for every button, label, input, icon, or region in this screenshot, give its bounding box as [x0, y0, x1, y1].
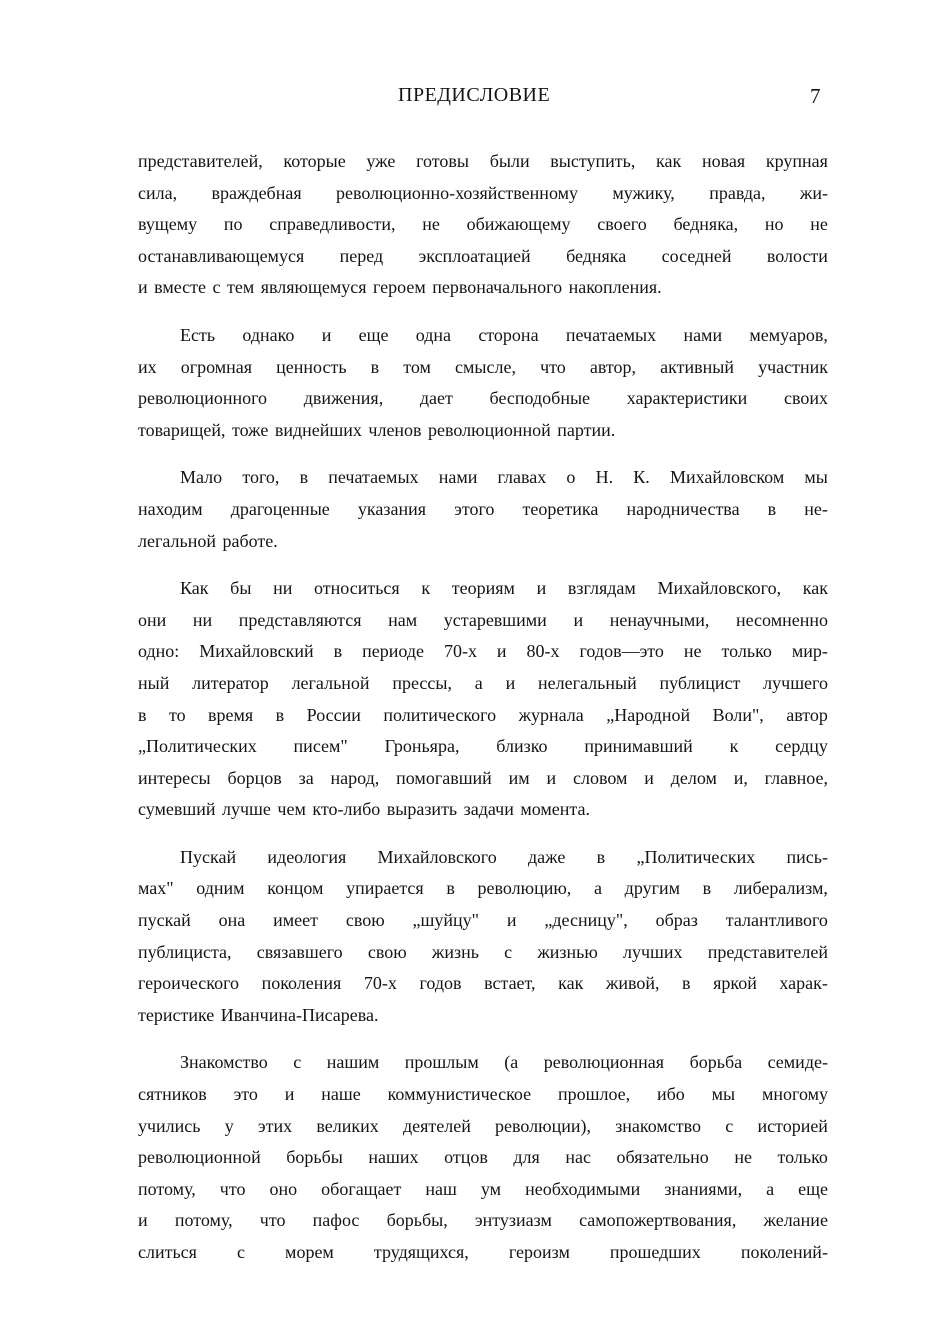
- page-number: 7: [810, 84, 821, 108]
- paragraph: [138, 1047, 828, 1268]
- text-line: останавливающемуся перед эксплоатацией бедняка соседней волости: [138, 245, 828, 266]
- text-line: легальной работе.: [138, 530, 278, 551]
- text-line: находим драгоценные указания этого теоретика народничества в не-: [138, 498, 828, 519]
- text-line: революционного движения, дает бесподобные характеристики своих: [138, 388, 828, 409]
- text-line: героического поколения 70-х годов встает, как живой, в яркой харак-: [138, 973, 828, 994]
- paragraph: [138, 462, 828, 557]
- text-line: ный литератор легальной прессы, а и нелегальный публицист лучшего: [138, 672, 828, 693]
- text-line: Знакомство с нашим прошлым (а революционная борьба семидe-: [180, 1052, 828, 1073]
- text-line: одно: Михайловский в периоде 70-х и 80-х годов—это не только мир-: [138, 641, 828, 662]
- paragraph: [138, 320, 828, 446]
- text-line: Пускай идеология Михайловского даже в „Политических пись-: [180, 846, 828, 867]
- text-line: мах" одним концом упирается в революцию, а другим в либерализм,: [138, 878, 828, 899]
- text-line: „Политических писем" Гроньяра, близко принимавший к сердцу: [138, 736, 828, 757]
- paragraph: [138, 146, 828, 304]
- text-line: публициста, связавшего свою жизнь с жизнью лучших представителей: [138, 941, 828, 962]
- text-line: интересы борцов за народ, помогавший им и словом и делом и, главное,: [138, 767, 828, 788]
- text-line: сила, враждебная революционно-хозяйственному мужику, правда, жи-: [138, 182, 828, 203]
- text-line: и вместе с тем являющемуся героем первоначального накопления.: [138, 277, 662, 298]
- text-line: представителей, которые уже готовы были выступить, как новая крупная: [138, 151, 828, 171]
- text-line: сумевший лучше чем кто-либо выразить задачи момента.: [138, 799, 590, 820]
- text-line: товарищей, тоже виднейших членов революционной партии.: [138, 419, 616, 440]
- text-line: вущему по справедливости, не обижающему своего бедняка, но не: [138, 214, 828, 235]
- text-line: теристике Иванчина-Писарева.: [138, 1004, 379, 1025]
- paragraph: [138, 842, 828, 1032]
- text-line: Мало того, в печатаемых нами главах о Н. К. Михайловском мы: [180, 467, 828, 488]
- text-line: учились у этих великих деятелей революции), знакомство с историей: [138, 1115, 828, 1136]
- text-line: слиться с морем трудящихся, героизм прошедших поколений-: [138, 1242, 828, 1262]
- text-line: и потому, что пафос борьбы, энтузиазм самопожертвования, желание: [138, 1210, 828, 1231]
- text-line: Как бы ни относиться к теориям и взглядам Михайловского, как: [180, 578, 828, 599]
- text-line: в то время в России политического журнала „Народной Воли", автор: [138, 704, 828, 725]
- text-line: их огромная ценность в том смысле, что автор, активный участник: [138, 356, 828, 377]
- paragraph: [138, 573, 828, 826]
- text-line: Есть однако и еще одна сторона печатаемых нами мемуаров,: [180, 324, 828, 345]
- text-line: потому, что оно обогащает наш ум необходимыми знаниями, а еще: [138, 1178, 828, 1199]
- running-title: ПРЕДИСЛОВИЕ: [398, 84, 551, 106]
- text-line: пускай она имеет свою „шуйцу" и „десницу", образ талантливого: [138, 910, 828, 931]
- text-line: сятников это и наше коммунистическое прошлое, ибо мы многому: [138, 1084, 828, 1105]
- running-head: [0, 84, 936, 114]
- body-text: [138, 146, 828, 1285]
- text-line: революционной борьбы наших отцов для нас обязательно не только: [138, 1147, 828, 1168]
- text-line: они ни представляются нам устаревшими и ненаучными, несомненно: [138, 609, 828, 630]
